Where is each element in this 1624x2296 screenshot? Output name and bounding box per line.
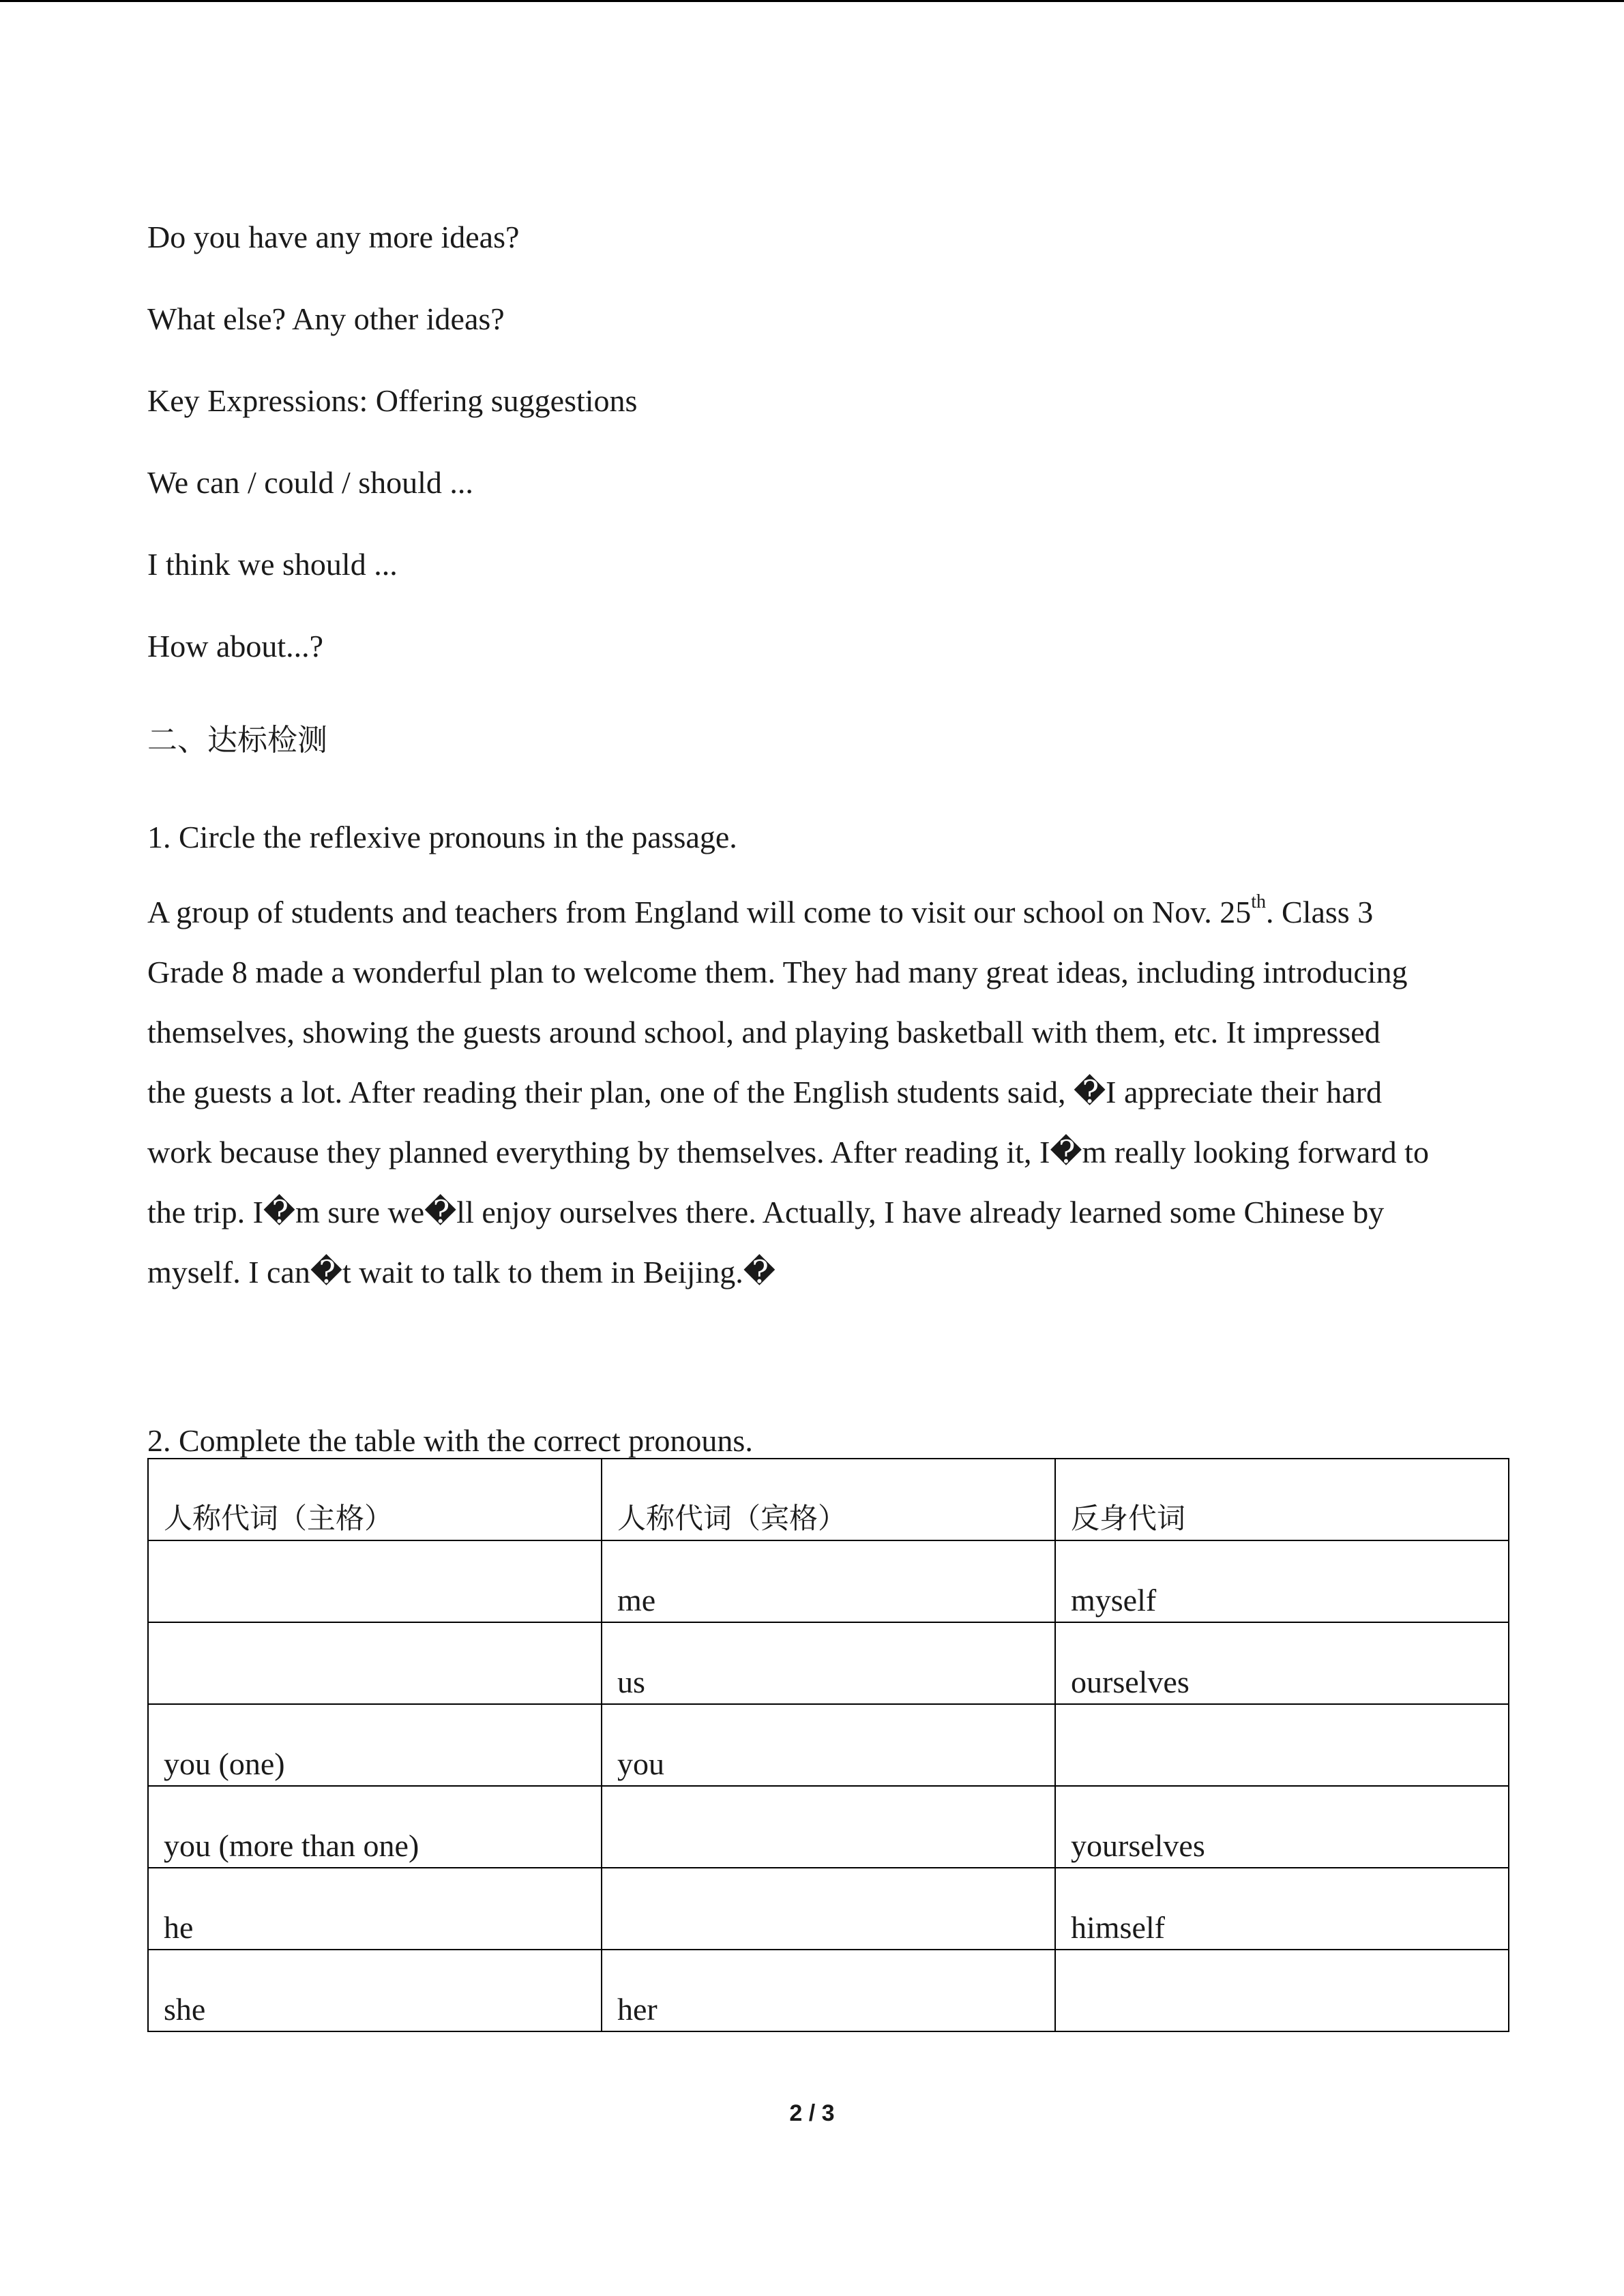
pronoun-table (147, 1458, 1509, 2032)
table-row (148, 1540, 1509, 1622)
page-number: 2 / 3 (789, 2100, 835, 2126)
table-cell: she (148, 1950, 602, 2031)
header-subject-pronoun: 人称代词（主格） (148, 1459, 602, 1540)
exercise2-instruction: 2. Complete the table with the correct pronouns. (147, 1423, 753, 1458)
passage-line: Grade 8 made a wonderful plan to welcome them. They had many great ideas, including introducing (147, 955, 1408, 989)
table-cell: me (602, 1540, 1055, 1622)
table-cell: ourselves (1055, 1622, 1509, 1704)
table-cell-blank[interactable] (602, 1786, 1055, 1868)
passage-line: the trip. I�m sure we�ll enjoy ourselves there. Actually, I have already learned some Chinese by (147, 1195, 1385, 1229)
text-line-i-think: I think we should ... (147, 547, 398, 582)
text-line-what-else: What else? Any other ideas? (147, 301, 505, 336)
table-cell-blank[interactable] (148, 1540, 602, 1622)
table-row (148, 1622, 1509, 1704)
table-cell: you (602, 1704, 1055, 1786)
table-cell: her (602, 1950, 1055, 2031)
header-reflexive-pronoun: 反身代词 (1055, 1459, 1509, 1540)
table-cell: us (602, 1622, 1055, 1704)
passage-line (147, 892, 1373, 933)
table-row (148, 1786, 1509, 1868)
table-cell: himself (1055, 1868, 1509, 1950)
table-cell: he (148, 1868, 602, 1950)
text-line-key-expressions: Key Expressions: Offering suggestions (147, 383, 638, 418)
exercise1-instruction: 1. Circle the reflexive pronouns in the passage. (147, 820, 737, 854)
table-cell: you (one) (148, 1704, 602, 1786)
table-cell-blank[interactable] (1055, 1704, 1509, 1786)
table-cell-blank[interactable] (602, 1868, 1055, 1950)
header-object-pronoun: 人称代词（宾格） (602, 1459, 1055, 1540)
text-line-more-ideas: Do you have any more ideas? (147, 220, 520, 254)
table-cell: you (more than one) (148, 1786, 602, 1868)
passage-line: work because they planned everything by themselves. After reading it, I�m really looking forward to (147, 1135, 1429, 1169)
table-cell: yourselves (1055, 1786, 1509, 1868)
passage-line: myself. I can�t wait to talk to them in Beijing.� (147, 1255, 776, 1289)
passage-line: the guests a lot. After reading their plan, one of the English students said, �I appreciate their hard (147, 1075, 1382, 1109)
section-heading: 二、达标检测 (147, 723, 327, 758)
passage-line: themselves, showing the guests around school, and playing basketball with them, etc. It impressed (147, 1015, 1381, 1049)
table-row (148, 1704, 1509, 1786)
table-cell: myself (1055, 1540, 1509, 1622)
ordinal-suffix: th (1251, 891, 1267, 912)
table-cell-blank[interactable] (148, 1622, 602, 1704)
text-line-how-about: How about...? (147, 629, 324, 664)
text-line-we-can: We can / could / should ... (147, 465, 473, 500)
passage-line-text: . Class 3 (1266, 895, 1374, 929)
top-border (0, 0, 1624, 2)
passage-line-text: A group of students and teachers from England will come to visit our school on Nov. 25 (147, 895, 1252, 929)
table-row (148, 1950, 1509, 2031)
table-row (148, 1868, 1509, 1950)
table-cell-blank[interactable] (1055, 1950, 1509, 2031)
table-header-row (148, 1459, 1509, 1540)
